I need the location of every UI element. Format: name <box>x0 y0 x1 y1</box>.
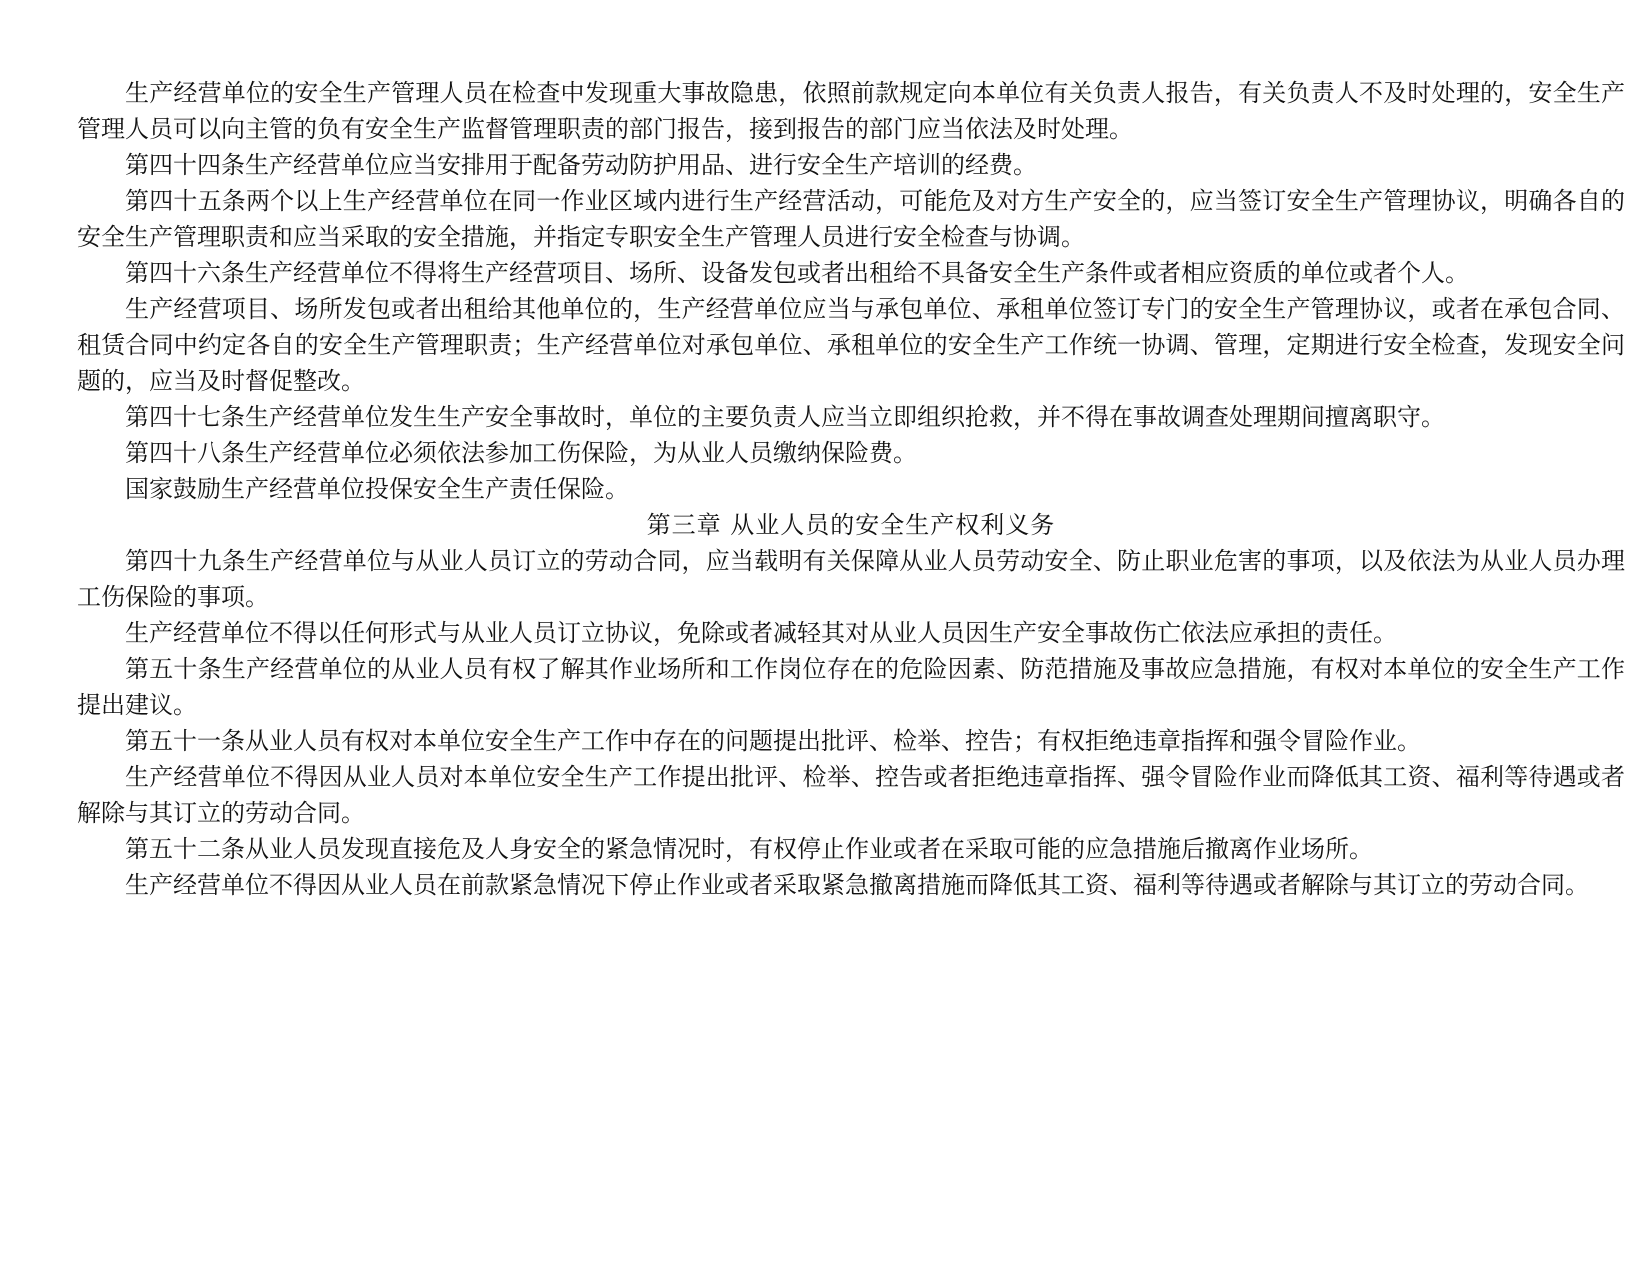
paragraph-no-waiver: 生产经营单位不得以任何形式与从业人员订立协议，免除或者减轻其对从业人员因生产安全事故伤亡依法应承担的责任。 <box>125 619 1397 647</box>
paragraph-hazard-report: 生产经营单位的安全生产管理人员在检查中发现重大事故隐患，依照前款规定向本单位有关负责人报告，有关负责人不及时处理的，安全生产管理人员可以向主管的负有安全生产监督管理职责的部门报告，接到报告的部门应当依法及时处理。 <box>77 79 1625 143</box>
paragraph-contract-management: 生产经营项目、场所发包或者出租给其他单位的，生产经营单位应当与承包单位、承租单位签订专门的安全生产管理协议，或者在承包合同、租赁合同中约定各自的安全生产管理职责；生产经营单位对承包单位、承租单位的安全生产工作统一协调、管理，定期进行安全检查，发现安全问题的，应当及时督促整改。 <box>77 295 1625 395</box>
paragraph-article-46: 第四十六条生产经营单位不得将生产经营项目、场所、设备发包或者出租给不具备安全生产条件或者相应资质的单位或者个人。 <box>125 259 1469 287</box>
paragraph-no-retaliation: 生产经营单位不得因从业人员对本单位安全生产工作提出批评、检举、控告或者拒绝违章指挥、强令冒险作业而降低其工资、福利等待遇或者解除与其订立的劳动合同。 <box>77 763 1625 827</box>
chapter-title: 第三章 从业人员的安全生产权利义务 <box>646 511 1056 539</box>
paragraph-article-48: 第四十八条生产经营单位必须依法参加工伤保险，为从业人员缴纳保险费。 <box>125 439 917 467</box>
document-page <box>77 75 1625 903</box>
paragraph-emergency-protection: 生产经营单位不得因从业人员在前款紧急情况下停止作业或者采取紧急撤离措施而降低其工资、福利等待遇或者解除与其订立的劳动合同。 <box>125 871 1589 899</box>
paragraph-article-44: 第四十四条生产经营单位应当安排用于配备劳动防护用品、进行安全生产培训的经费。 <box>125 151 1037 179</box>
paragraph-article-47: 第四十七条生产经营单位发生生产安全事故时，单位的主要负责人应当立即组织抢救，并不得在事故调查处理期间擅离职守。 <box>125 403 1445 431</box>
paragraph-article-52: 第五十二条从业人员发现直接危及人身安全的紧急情况时，有权停止作业或者在采取可能的应急措施后撤离作业场所。 <box>125 835 1373 863</box>
paragraph-liability-insurance: 国家鼓励生产经营单位投保安全生产责任保险。 <box>125 475 629 503</box>
paragraph-article-51: 第五十一条从业人员有权对本单位安全生产工作中存在的问题提出批评、检举、控告；有权拒绝违章指挥和强令冒险作业。 <box>125 727 1421 755</box>
paragraph-article-45: 第四十五条两个以上生产经营单位在同一作业区域内进行生产经营活动，可能危及对方生产安全的，应当签订安全生产管理协议，明确各自的安全生产管理职责和应当采取的安全措施，并指定专职安全生产管理人员进行安全检查与协调。 <box>77 187 1625 251</box>
paragraph-article-49: 第四十九条生产经营单位与从业人员订立的劳动合同，应当载明有关保障从业人员劳动安全、防止职业危害的事项，以及依法为从业人员办理工伤保险的事项。 <box>77 547 1625 611</box>
paragraph-article-50: 第五十条生产经营单位的从业人员有权了解其作业场所和工作岗位存在的危险因素、防范措施及事故应急措施，有权对本单位的安全生产工作提出建议。 <box>77 655 1625 719</box>
